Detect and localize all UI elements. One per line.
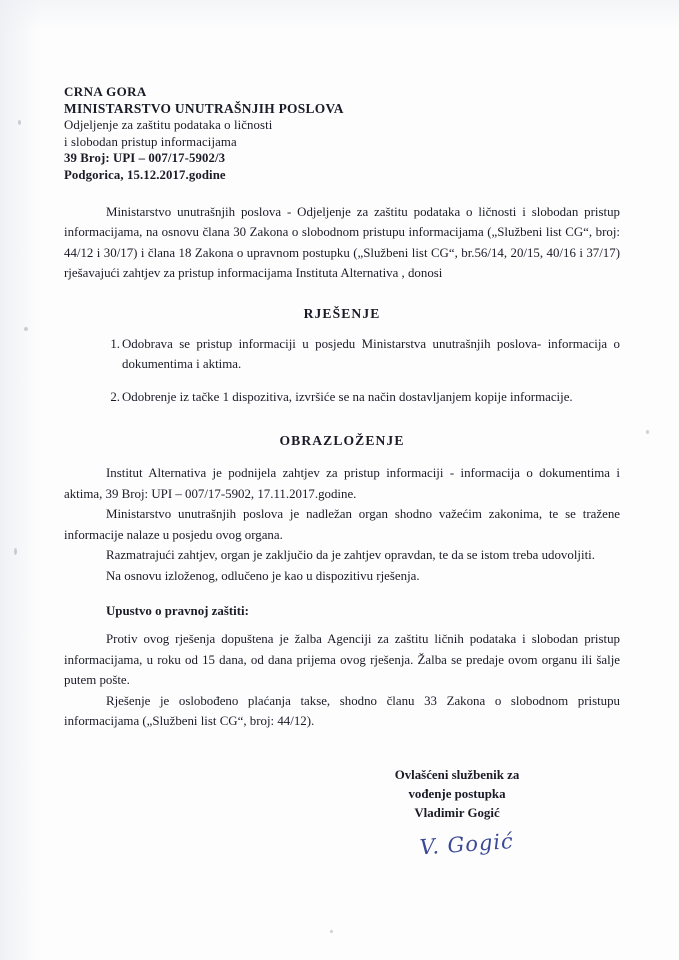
signature-block <box>64 766 620 823</box>
signature-role-line2: vođenje postupka <box>408 786 506 801</box>
signature-role-line1: Ovlašćeni službenik za <box>394 767 520 782</box>
letterhead-department-line1: Odjeljenje za zaštitu podataka o ličnosti <box>64 118 273 133</box>
letterhead-reference-number: 39 Broj: UPI – 007/17-5902/3 <box>64 151 226 166</box>
document-body <box>64 84 620 865</box>
resolution-points <box>64 334 620 408</box>
letterhead <box>64 84 620 184</box>
scan-speckle <box>330 930 333 933</box>
legal-notice-text-1: Protiv ovog rješenja dopuštena je žalba Agenciji za zaštitu ličnih podataka i slobodan pristup informacijama, u roku od 15 dana, od dana prijema ovog rješenja. Žalba se predaje ovom organu ili šalje putem pošte. <box>64 632 620 688</box>
list-item-text: Odobrava se pristup informaciji u posjedu Ministarstva unutrašnjih poslova- informacija o dokumentima i aktima. <box>122 336 620 372</box>
scan-speckle <box>646 430 649 434</box>
intro-text: Ministarstvo unutrašnjih poslova - Odjeljenje za zaštitu podataka o ličnosti i slobodan pristup informacijama, na osnovu člana 30 Zakona o slobodnom pristupu informacijama („Službeni list CG“, broj: 44/12 i 30/17) i člana 18 Zakona o upravnom postupku („Službeni list CG“, br.56/14, 20/15, 40/16 i 37/17) rješavajući zahtjev za pristup informacijama Instituta Alternativa , donosi <box>64 204 620 281</box>
explanation-text-4: Na osnovu izloženog, odlučeno je kao u dispozitivu rješenja. <box>106 568 420 583</box>
explanation-text-1: Institut Alternativa je podnijela zahtjev za pristup informaciji - informacija o dokumentima i aktima, 39 Broj: UPI – 007/17-5902, 17.11.2017.godine. <box>64 466 620 501</box>
letterhead-place-date: Podgorica, 15.12.2017.godine <box>64 167 226 182</box>
signature-name: Vladimir Gogić <box>414 805 500 820</box>
explanation-text-3: Razmatrajući zahtjev, organ je zaključio da je zahtjev opravdan, te da se istom treba udovoljiti. <box>106 548 595 563</box>
explanation-paragraph-3 <box>64 545 620 566</box>
letterhead-country: CRNA GORA <box>64 84 147 99</box>
letterhead-ministry: MINISTARSTVO UNUTRAŠNJIH POSLOVA <box>64 100 344 116</box>
scan-speckle <box>14 548 17 555</box>
legal-notice-text-2: Rješenje je oslobođeno plaćanja takse, shodno članu 33 Zakona o slobodnom pristupu informacijama („Službeni list CG“, broj: 44/12). <box>64 693 620 729</box>
explanation-text-2: Ministarstvo unutrašnjih poslova je nadležan organ shodno važećim zakonima, te se tražene informacije nalaze u posjedu ovog organa. <box>64 507 620 542</box>
list-item-text: Odobrenje iz tačke 1 dispozitiva, izvršiće se na način dostavljanjem kopije informacije. <box>122 389 573 404</box>
legal-notice-paragraph-2 <box>64 691 620 732</box>
heading-resolution: RJEŠENJE <box>303 305 381 321</box>
list-item-number: 2. <box>110 389 120 404</box>
legal-notice-heading: Upustvo o pravnoj zaštiti: <box>106 604 249 619</box>
list-item <box>104 387 620 408</box>
handwritten-signature: V. Gogić <box>418 828 515 860</box>
heading-explanation: OBRAZLOŽENJE <box>279 433 405 449</box>
scan-speckle <box>18 120 21 125</box>
explanation-paragraph-1 <box>64 463 620 504</box>
list-item-number: 1. <box>110 336 120 351</box>
legal-notice-paragraph-1 <box>64 629 620 691</box>
list-item <box>104 334 620 375</box>
explanation-paragraph-2 <box>64 504 620 545</box>
letterhead-department-line2: i slobodan pristup informacijama <box>64 134 237 149</box>
scan-speckle <box>24 327 28 331</box>
intro-paragraph <box>64 202 620 284</box>
explanation-paragraph-4 <box>64 566 620 587</box>
